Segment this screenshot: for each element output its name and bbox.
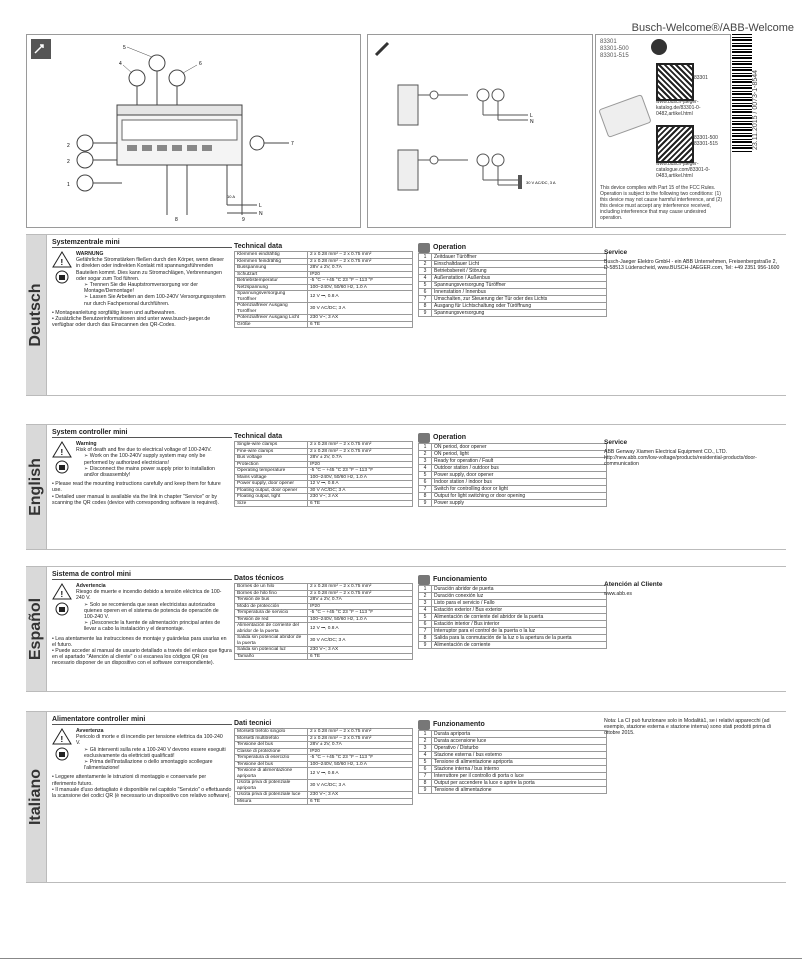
td-label: Floating output, light [235,494,308,501]
note: Detailed user manual is available via the link in chapter "Service" or by scanning the QR codes (device with corresponding software is required). [52,493,219,506]
warning-title: Warning [76,441,97,447]
operation-item: Output for light switching or door opening [432,493,607,500]
operation-item: Ausgang für Lichtschaltung oder Türöffnung [432,303,607,310]
operation-item: Stazione interna / bus interno [432,766,607,773]
operation-item: Stazione esterna / bus esterno [432,752,607,759]
operation-item: Interruptor para el control de la puerta o la luz [432,628,607,635]
td-label: Misura [235,798,308,805]
td-value: 100–240V, 50/60 Hz, 1.0 A [308,616,413,623]
td-value: 2 x 0.28 mm² – 2 x 0.75 mm² [308,258,413,265]
svg-text:!: ! [60,735,64,744]
language-label: Deutsch [27,283,44,347]
td-label: Size [235,500,308,507]
table-row: 8 Salida para la conmutación de la luz o la apertura de la puerta [419,635,607,642]
warning-bullet: Work on the 100-240V supply system may only be performed by authorized electricians! [84,453,206,466]
operation-table [418,730,607,794]
technical-data-table [234,728,413,805]
svg-text:2: 2 [67,159,70,165]
td-label: Operating temperature [235,468,308,475]
td-value: 230 V~; 3 AX [308,315,413,322]
td-value: -5 °C – +45 °C 23 °F – 113 °F [308,755,413,762]
device-diagram [27,35,360,227]
svg-text:L: L [259,203,262,209]
svg-text:5: 5 [123,45,126,51]
operation-item: Einschaltdauer Licht [432,261,607,268]
operation-item: Außenstation / Außenbus [432,275,607,282]
table-row: 6 Stazione interna / bus interno [419,766,607,773]
svg-text:9: 9 [242,217,245,223]
operation-item: Outdoor station / outdoor bus [432,465,607,472]
table-row: 3 Ready for operation / Fault [419,458,607,465]
note: Leggere attentamente le istruzioni di montaggio e conservarle per riferimento futuro. [52,774,207,787]
svg-text:!: ! [60,448,64,457]
td-value: IP20 [308,461,413,468]
td-label: Single-wire clamps [235,442,308,449]
warning-icon [52,728,72,762]
td-value: 30 V AC/DC; 3 A [308,487,413,494]
operation-item: Operativo / Disturbo [432,745,607,752]
operation-item: Spannungsversorgung [432,310,607,317]
td-value: 230 V~; 3 AX [308,792,413,799]
td-value: 12 V ⎓, 0.8 A [308,768,413,780]
note: Zusätzliche Benutzerinformationen sind unter www.busch-jaeger.de verfügbar oder durch das Einscannen des QR-Codes. [52,316,211,329]
note: Lea atentamente las instrucciones de montaje y guárdelas para usarlas en el futuro. [52,635,227,648]
td-value: 12 V ⎓, 0.8 A [308,291,413,303]
barcode [732,34,752,152]
td-label: Tensione di alimentazione apriporta [235,768,308,780]
svg-text:L: L [530,113,533,119]
td-value: 30 V AC/DC; 3 A [308,780,413,792]
qr-label: 83301 [694,75,708,81]
svg-text:N: N [530,119,534,125]
operation-item: Ready for operation / Fault [432,458,607,465]
warning-bullet: Lassen Sie Arbeiten an dem 100-240V Versorgungssystem nur durch Fachpersonal durchführen. [84,294,226,307]
td-label: Protection [235,461,308,468]
service-title: Service [604,439,628,446]
td-value: IP20 [308,271,413,278]
operation-item: Duración abridor de puerta [432,586,607,593]
article-number: 83301-500 [600,46,629,52]
td-label: Temperatura di esercizio [235,755,308,762]
td-label: Uscita priva di potenziale apriporta [235,780,308,792]
table-row [235,768,413,780]
operation-item: Innenstation / Innenbus [432,289,607,296]
article-number: 83301 [600,39,617,45]
table-row: 8 Ausgang für Lichtschaltung oder Türöffnung [419,303,607,310]
warning-title: WARNUNG [76,251,104,257]
language-tab [26,235,47,395]
operation-item: Power supply, door opener [432,472,607,479]
table-row [235,291,413,303]
note: Montageanleitung sorgfältig lesen und aufbewahren. [55,309,176,316]
operation-table [418,443,607,507]
td-label: Netzspannung [235,284,308,291]
product-title: Systemzentrale mini [52,239,232,248]
td-value: -5 °C – +45 °C 23 °F – 113 °F [308,610,413,617]
table-row: 9 Tensione di alimentazione [419,787,607,794]
product-title: Sistema de control mini [52,571,232,580]
qr-label: 83301-500 83301-515 [694,135,718,147]
brand-header: Busch-Welcome®/ABB-Welcome [631,22,794,34]
table-row: 1 Duración abridor de puerta [419,586,607,593]
table-row: 1 ON period, door opener [419,444,607,451]
warning-bullet: ¡Desconecte la fuente de alimentación principal antes de llevar a cabo la instalación y el desmontaje. [84,620,221,633]
operation-table [418,585,607,649]
operation-item: Estación interior / Bus interior [432,621,607,628]
operation-item: Umschalten, zur Steuerung der Tür oder des Lichts [432,296,607,303]
td-label: Bornes de un hilo [235,584,308,591]
service-text: ABB Genway Xiamen Electrical Equipment CO., LTD. http://new.abb.com/low-voltage/products/residential-products/door-communication [604,449,757,468]
technical-data-title: Datos técnicos [234,575,284,582]
td-label: Power supply, door opener [235,481,308,488]
wiring-diagram [368,35,592,227]
td-label: Bornes de hilo fino [235,590,308,597]
operation-item: Listo para el servicio / Fallo [432,600,607,607]
table-row: 5 Tensione di alimentazione apriporta [419,759,607,766]
td-label: Salida sin potencial abridor de la puerta [235,635,308,647]
svg-text:7: 7 [291,141,294,147]
intercom-device-image [598,94,651,138]
td-label: Tensione del bus [235,761,308,768]
td-value: 28V ± 2V, 0.7A [308,455,413,462]
warning-title: Avvertenza [76,728,104,734]
svg-text:4: 4 [119,61,122,67]
language-label: Italiano [27,768,44,826]
hand-pointer-icon [418,243,430,253]
language-section-español: Español Sistema de control mini ! Advertencia Riesgo de muerte e incendio debido a tensión eléctrica de 100-240 V. ➢ Solo se recomienda que sean electricistas autorizados quienes operen en el sistema de potencia de operación de 100-240 V. ➢ ¡Desconecte la fuente de alimentación principal antes de llevar a cabo la instalación y el desmontaje. • Lea atentamente las instrucciones de montaje y guárdelas para usarlas en el futuro. • Puede acceder al manual de usuario detallado a través del enlace que figura en el apartado "Atención al cliente" o si escanea los códigos QR (es necesario disponer de un dispositivo con el software correspondiente). Datos técnicos Bornes de un hilo 2 x 0.28 mm² – 2 x 0.75 mm² Bornes de hilo fino 2 x 0.28 mm² – 2 x 0.75 mm² Tensión de bus 28V ± 2V, 0.7A Modo de protección IP20 Temperatura de servicio -5 °C – +45 °C 23 °F – 113 °F Tensión de red 100–240V, 50/60 Hz, 1.0 A Alimentación de corriente del abridor de la puerta 12 V ⎓, 0.8 A Salida sin potencial abridor de la puerta 30 V AC/DC; 3 A Salida sin potencial luz 230 V~; 3 AX Tamaño 6 TE Funcionamiento 1 Duración abridor de puerta 2 Duración conexión luz 3 Listo para el servicio / Fallo 4 Estación exterior / Bus exterior 5 Alimentación de corriente del abridor de la puerta 6 Estación interior / Bus interior 7 Interruptor para el control de la puerta o la luz 8 Salida para la conmutación de la luz o la apertura de la puerta 9 Alimentación de corriente Atención al Cliente www.abb.es [26,566,786,692]
td-label: Temperatura de servicio [235,610,308,617]
phone-scan-icon [651,39,667,55]
operation-item: Alimentación de corriente del abridor de la puerta [432,614,607,621]
table-row: 2 ON period, light [419,451,607,458]
technical-data-table [234,441,413,507]
service-text: Busch-Jaeger Elektro GmbH - ein ABB Unternehmen, Freisenbergstraße 2, D-58513 Lüdenscheid, www.BUSCH-JAEGER.com, Tel: +49 2351 956-1600 [604,259,780,272]
warning-icon [52,251,72,285]
hand-pointer-icon [418,720,430,730]
td-label: Schutzart [235,271,308,278]
table-row: 8 Output per accendere la luce o aprire la porta [419,780,607,787]
svg-text:N: N [259,211,263,217]
td-label: Klemmen feindrähtig [235,258,308,265]
voltage-label: 30 V AC/DC, 3 A [526,180,556,185]
td-value: 230 V~; 3 AX [308,494,413,501]
service-title: Service [604,249,628,256]
td-value: 2 x 0.28 mm² – 2 x 0.75 mm² [308,590,413,597]
svg-text:!: ! [60,258,64,267]
warning-text: Risk of death and fire due to electrical voltage of 100-240V. [76,447,212,454]
operation-item: Alimentación de corriente [432,642,607,649]
warning-bullet: Prima dell'installazione o dello smontaggio scollegare l'alimentazione! [84,759,213,772]
table-row: 5 Spannungsversorgung Türöffner [419,282,607,289]
operation-item: Betriebsbereit / Störung [432,268,607,275]
td-label: Tensione del bus [235,742,308,749]
svg-text:2: 2 [67,143,70,149]
td-label: Busspannung [235,265,308,272]
language-label: Español [27,597,44,661]
operation-title: Funcionamiento [433,576,488,583]
warning-bullet: Trennen Sie die Hauptstromversorgung vor der Montage/Demontage! [84,282,198,295]
table-row: 5 Alimentación de corriente del abridor de la puerta [419,614,607,621]
table-row: 4 Außenstation / Außenbus [419,275,607,282]
td-value: 2 x 0.28 mm² – 2 x 0.75 mm² [308,735,413,742]
table-row [235,321,413,328]
td-value: 30 V AC/DC; 3 A [308,635,413,647]
operation-item: Estación exterior / Bus exterior [432,607,607,614]
td-value: 30 V AC/DC; 3 A [308,303,413,315]
td-label: Potenzialfreier Ausgang Türöffner [235,303,308,315]
table-row: 6 Innenstation / Innenbus [419,289,607,296]
td-label: Tamaño [235,653,308,660]
table-row: 6 Estación interior / Bus interior [419,621,607,628]
td-value: IP20 [308,748,413,755]
svg-text:!: ! [60,590,64,599]
warning-icon [52,583,72,617]
table-row [235,623,413,635]
technical-data-table [234,583,413,660]
language-tab [26,425,47,549]
table-row [235,780,413,792]
table-row: 1 Durata apriporta [419,731,607,738]
table-row: 2 Durata accensione luce [419,738,607,745]
language-section-italiano: Italiano Alimentatore controller mini ! Avvertenza Pericolo di morte e di incendio per tensione elettrica da 100-240 V. ➢ Gli interventi sulla rete a 100-240 V devono essere eseguiti esclusivamente da elettricisti qualificati! ➢ Prima dell'installazione o dello smontaggio scollegare l'alimentazione! • Leggere attentamente le istruzioni di montaggio e conservarle per riferimento futuro. • Il manuale d'uso dettagliato è disponibile nel capitolo "Servizio" o effettuando la scansione dei codici QR (è necessario un dispositivo con relativo software). Dati tecnici Morsetti trefolo singolo 2 x 0.28 mm² – 2 x 0.75 mm² Morsetti multitrefolo 2 x 0.28 mm² – 2 x 0.75 mm² Tensione del bus 28V ± 2V, 0.7A Classe di protezione IP20 Temperatura di esercizio -5 °C – +45 °C 23 °F – 113 °F Tensione del bus 100–240V, 50/60 Hz, 1.0 A Tensione di alimentazione apriporta 12 V ⎓, 0.8 A Uscita priva di potenziale apriporta 30 V AC/DC; 3 A Uscita priva di potenziale luce 230 V~; 3 AX Misura 6 TE Funzionamento 1 Durata apriporta 2 Durata accensione luce 3 Operativo / Disturbo 4 Stazione esterna / bus esterno 5 Tensione di alimentazione apriporta 6 Stazione interna / bus interno 7 Interruttore per il controllo di porta o luce 8 Output per accendere la luce o aprire la porta 9 Tensione di alimentazione Nota: La CI può funzionare solo in Modalità1, se i relativi apparecchi (ad esempio, stazione esterna e stazione interna) sono stati prodotti prima di ottobre 2015. [26,711,786,883]
language-tab [26,567,47,691]
td-label: Floating output, door opener [235,487,308,494]
warning-title: Advertencia [76,583,106,589]
service-title: Atención al Cliente [604,581,663,588]
language-section-deutsch: Deutsch Systemzentrale mini ! WARNUNG Gefährliche Stromstärken fließen durch den Körper, wenn dieser in direkten oder indirekten Kontakt mit spannungsführenden Bauteilen kommt. Dies kann zu Stromschlägen, Verbrennungen oder sogar zum Tod führen. ➢ Trennen Sie die Hauptstromversorgung vor der Montage/Demontage! ➢ Lassen Sie Arbeiten an dem 100-240V Versorgungssystem nur durch Fachpersonal durchführen. • Montageanleitung sorgfältig lesen und aufbewahren. • Zusätzliche Benutzerinformationen sind unter www.busch-jaeger.de verfügbar oder durch das Einscannen des QR-Codes. Technical data Klemmen eindrähtig 2 x 0.28 mm² – 2 x 0.75 mm² Klemmen feindrähtig 2 x 0.28 mm² – 2 x 0.75 mm² Busspannung 28V ± 2V, 0.7A Schutzart IP20 Betriebstemperatur -5 °C – +45 °C 23 °F – 113 °F Netzspannung 100–240V, 50/60 Hz, 1.0 A Spannungsversorgung Türöffner 12 V ⎓, 0.8 A Potenzialfreier Ausgang Türöffner 30 V AC/DC; 3 A Potenzialfreier Ausgang Licht 230 V~; 3 AX Größe 6 TE Operation 1 Zeitdauer Türöffner 2 Einschaltdauer Licht 3 Betriebsbereit / Störung 4 Außenstation / Außenbus 5 Spannungsversorgung Türöffner 6 Innenstation / Innenbus 7 Umschalten, zur Steuerung der Tür oder des Lichts 8 Ausgang für Lichtschaltung oder Türöffnung 9 Spannungsversorgung Service Busch-Jaeger Elektro GmbH - ein ABB Unternehmen, Freisenbergstraße 2, D-58513 Lüdenscheid, www.BUSCH-JAEGER.com, Tel: +49 2351 956-1600 [26,234,786,396]
table-row: 4 Estación exterior / Bus exterior [419,607,607,614]
fcc-notice: This device complies with Part 15 of the FCC Rules. Operation is subject to the following two conditions: (1) this device may not cause harmful interference, and (2) this device must accept any interference received, including interference that may cause undesired operation. [600,185,723,221]
product-title: Alimentatore controller mini [52,716,232,725]
operation-item: Indoor station / indoor bus [432,479,607,486]
technical-data-title: Dati tecnici [234,720,272,727]
note: Puede acceder al manual de usuario detallado a través del enlace que figura en el apartado "Atención al cliente" o si escanea los códigos QR (es necesario disponer de un dispositivo con el software correspondiente). [52,648,232,667]
warning-text: Pericolo di morte e di incendio per tensione elettrica da 100-240 V. [76,734,223,747]
td-value: 6 TE [308,321,413,328]
operation-table [418,253,607,317]
td-label: Morsetti multitrefolo [235,735,308,742]
td-value: 6 TE [308,653,413,660]
td-label: Bus voltage [235,455,308,462]
td-value: 12 V ⎓, 0.8 A [308,481,413,488]
td-value: -5 °C – +45 °C 23 °F – 113 °F [308,278,413,285]
table-row: 3 Betriebsbereit / Störung [419,268,607,275]
td-label: Größe [235,321,308,328]
td-label: Betriebstemperatur [235,278,308,285]
language-label: English [27,458,44,516]
td-label: Alimentación de corriente del abridor de la puerta [235,623,308,635]
table-row: 2 Einschaltdauer Licht [419,261,607,268]
table-row [235,798,413,805]
td-label: Spannungsversorgung Türöffner [235,291,308,303]
table-row: 9 Power supply [419,500,607,507]
language-section-english: English System controller mini ! Warning Risk of death and fire due to electrical voltage of 100-240V. ➢ Work on the 100-240V supply system may only be performed by authorized electricians! ➢ Disconnect the mains power supply prior to installation and/or disassembly! • Please read the mounting instructions carefully and keep them for future use. • Detailed user manual is available via the link in chapter "Service" or by scanning the QR codes (device with corresponding software is required). Technical data Single-wire clamps 2 x 0.28 mm² – 2 x 0.75 mm² Fine-wire clamps 2 x 0.28 mm² – 2 x 0.75 mm² Bus voltage 28V ± 2V, 0.7A Protection IP20 Operating temperature -5 °C – +45 °C 23 °F – 113 °F Mains voltage 100–240V, 50/60 Hz, 1.0 A Power supply, door opener 12 V ⎓, 0.8 A Floating output, door opener 30 V AC/DC; 3 A Floating output, light 230 V~; 3 AX Size 6 TE Operation 1 ON period, door opener 2 ON period, light 3 Ready for operation / Fault 4 Outdoor station / outdoor bus 5 Power supply, door opener 6 Indoor station / indoor bus 7 Switch for controlling door or light 8 Output for light switching or door opening 9 Power supply Service ABB Genway Xiamen Electrical Equipment CO., LTD. http://new.abb.com/low-voltage/products/residential-products/door-communication [26,424,786,550]
table-row [235,635,413,647]
operation-item: ON period, light [432,451,607,458]
operation-item: Switch for controlling door or light [432,486,607,493]
service-text: www.abb.es [604,591,632,597]
table-row: 3 Operativo / Disturbo [419,745,607,752]
td-value: -5 °C – +45 °C 23 °F – 113 °F [308,468,413,475]
td-value: IP20 [308,603,413,610]
svg-text:8: 8 [175,217,178,223]
operation-item: ON period, door opener [432,444,607,451]
td-label: Uscita priva di potenziale luce [235,792,308,799]
table-row: 2 Duración conexión luz [419,593,607,600]
table-row: 9 Spannungsversorgung [419,310,607,317]
bottom-rule [0,958,802,959]
operation-item: Tensione di alimentazione [432,787,607,794]
td-label: Tensión de red [235,616,308,623]
operation-title: Operation [433,434,467,441]
td-value: 100–240V, 50/60 Hz, 1.0 A [308,474,413,481]
td-value: 2 x 0.28 mm² – 2 x 0.75 mm² [308,252,413,259]
language-tab [26,712,47,882]
operation-item: Interruttore per il controllo di porta o luce [432,773,607,780]
article-number: 83301-515 [600,53,629,59]
operation-title: Funzionamento [433,721,485,728]
table-row: 1 Zeitdauer Türöffner [419,254,607,261]
td-label: Mains voltage [235,474,308,481]
td-label: Classe di protezione [235,748,308,755]
td-value: 2 x 0.28 mm² – 2 x 0.75 mm² [308,448,413,455]
td-value: 28V ± 2V, 0.7A [308,265,413,272]
table-row: 7 Interruttore per il controllo di porta o luce [419,773,607,780]
operation-item: Output per accendere la luce o aprire la porta [432,780,607,787]
td-label: Fine-wire clamps [235,448,308,455]
td-value: 100–240V, 50/60 Hz, 1.0 A [308,761,413,768]
table-row: 4 Stazione esterna / bus esterno [419,752,607,759]
td-value: 2 x 0.28 mm² – 2 x 0.75 mm² [308,729,413,736]
device-diagram-panel [26,34,361,228]
svg-text:1: 1 [67,182,70,188]
qr-code-icon [656,125,694,163]
operation-item: Spannungsversorgung Türöffner [432,282,607,289]
td-value: 2 x 0.28 mm² – 2 x 0.75 mm² [308,442,413,449]
table-row: 5 Power supply, door opener [419,472,607,479]
operation-item: Tensione di alimentazione apriporta [432,759,607,766]
hand-pointer-icon [418,433,430,443]
td-label: Potenzialfreier Ausgang Licht [235,315,308,322]
qr-url: www.busch-jaeger-katalog.de/83301-0-0482,artikel.html [656,99,701,117]
table-row [235,653,413,660]
svg-text:6: 6 [199,61,202,67]
technical-data-title: Technical data [234,433,283,440]
qr-code-icon [656,63,694,101]
svg-text:10 A: 10 A [227,194,236,199]
warning-bullet: Solo se recomienda que sean electricistas autorizados quienes operen en el sistema de potencia de operación de 100-240 V. [84,601,219,621]
td-value: 28V ± 2V, 0.7A [308,742,413,749]
table-row: 6 Indoor station / indoor bus [419,479,607,486]
qr-url: www.busch-jaeger-catalogue.com/83301-0-0483,artikel.html [656,161,710,179]
note: Il manuale d'uso dettagliato è disponibile nel capitolo "Servizio" o effettuando la scansione dei codici QR (è necessario un dispositivo con relativo software). [52,786,232,800]
hand-pointer-icon [418,575,430,585]
note: Please read the mounting instructions carefully and keep them for future use. [52,481,221,494]
warning-text: Gefährliche Stromstärken fließen durch den Körper, wenn dieser in direkten oder indirekten Kontakt mit spannungsführenden Bauteilen kommt. Dies kann zu Stromschlägen, Verbrennungen oder sogar zum Tod führen. [76,257,224,282]
service-text: Nota: La CI può funzionare solo in Modalità1, se i relativi apparecchi (ad esempio, stazione esterna e stazione interna) sono stati prodotti prima di ottobre 2015. [604,718,771,737]
article-panel [595,34,731,228]
operation-item: Salida para la conmutación de la luz o la apertura de la puerta [432,635,607,642]
operation-title: Operation [433,244,467,251]
technical-data-title: Technical data [234,243,283,250]
operation-item: Durata apriporta [432,731,607,738]
td-value: 6 TE [308,798,413,805]
warning-icon [52,441,72,475]
td-label: Morsetti trefolo singolo [235,729,308,736]
td-label: Modo de protección [235,603,308,610]
td-label: Klemmen eindrähtig [235,252,308,259]
operation-item: Durata accensione luce [432,738,607,745]
operation-item: Zeitdauer Türöffner [432,254,607,261]
table-row: 7 Umschalten, zur Steuerung der Tür oder des Lichts [419,296,607,303]
table-row: 7 Switch for controlling door or light [419,486,607,493]
product-title: System controller mini [52,429,232,438]
wiring-diagram-panel [367,34,593,228]
table-row [235,303,413,315]
td-value: 230 V~; 3 AX [308,647,413,654]
table-row: 3 Listo para el servicio / Fallo [419,600,607,607]
doc-number: 23.11.2015 / 0073-1-8544 [752,69,759,150]
operation-item: Duración conexión luz [432,593,607,600]
td-value: 12 V ⎓, 0.8 A [308,623,413,635]
warning-text: Riesgo de muerte e incendio debido a tensión eléctrica de 100-240 V. [76,589,222,602]
table-row [235,500,413,507]
table-row: 8 Output for light switching or door opening [419,493,607,500]
td-value: 6 TE [308,500,413,507]
td-value: 28V ± 2V, 0.7A [308,597,413,604]
operation-item: Power supply [432,500,607,507]
warning-bullet: Disconnect the mains power supply prior to installation and/or disassembly! [84,465,215,479]
td-label: Tensión de bus [235,597,308,604]
technical-data-table [234,251,413,328]
td-value: 100–240V, 50/60 Hz, 1.0 A [308,284,413,291]
td-label: Salida sin potencial luz [235,647,308,654]
warning-bullet: Gli interventi sulla rete a 100-240 V devono essere eseguiti esclusivamente da elettricisti qualificati! [84,746,226,759]
table-row: 4 Outdoor station / outdoor bus [419,465,607,472]
table-row: 7 Interruptor para el control de la puerta o la luz [419,628,607,635]
table-row: 9 Alimentación de corriente [419,642,607,649]
td-value: 2 x 0.28 mm² – 2 x 0.75 mm² [308,584,413,591]
